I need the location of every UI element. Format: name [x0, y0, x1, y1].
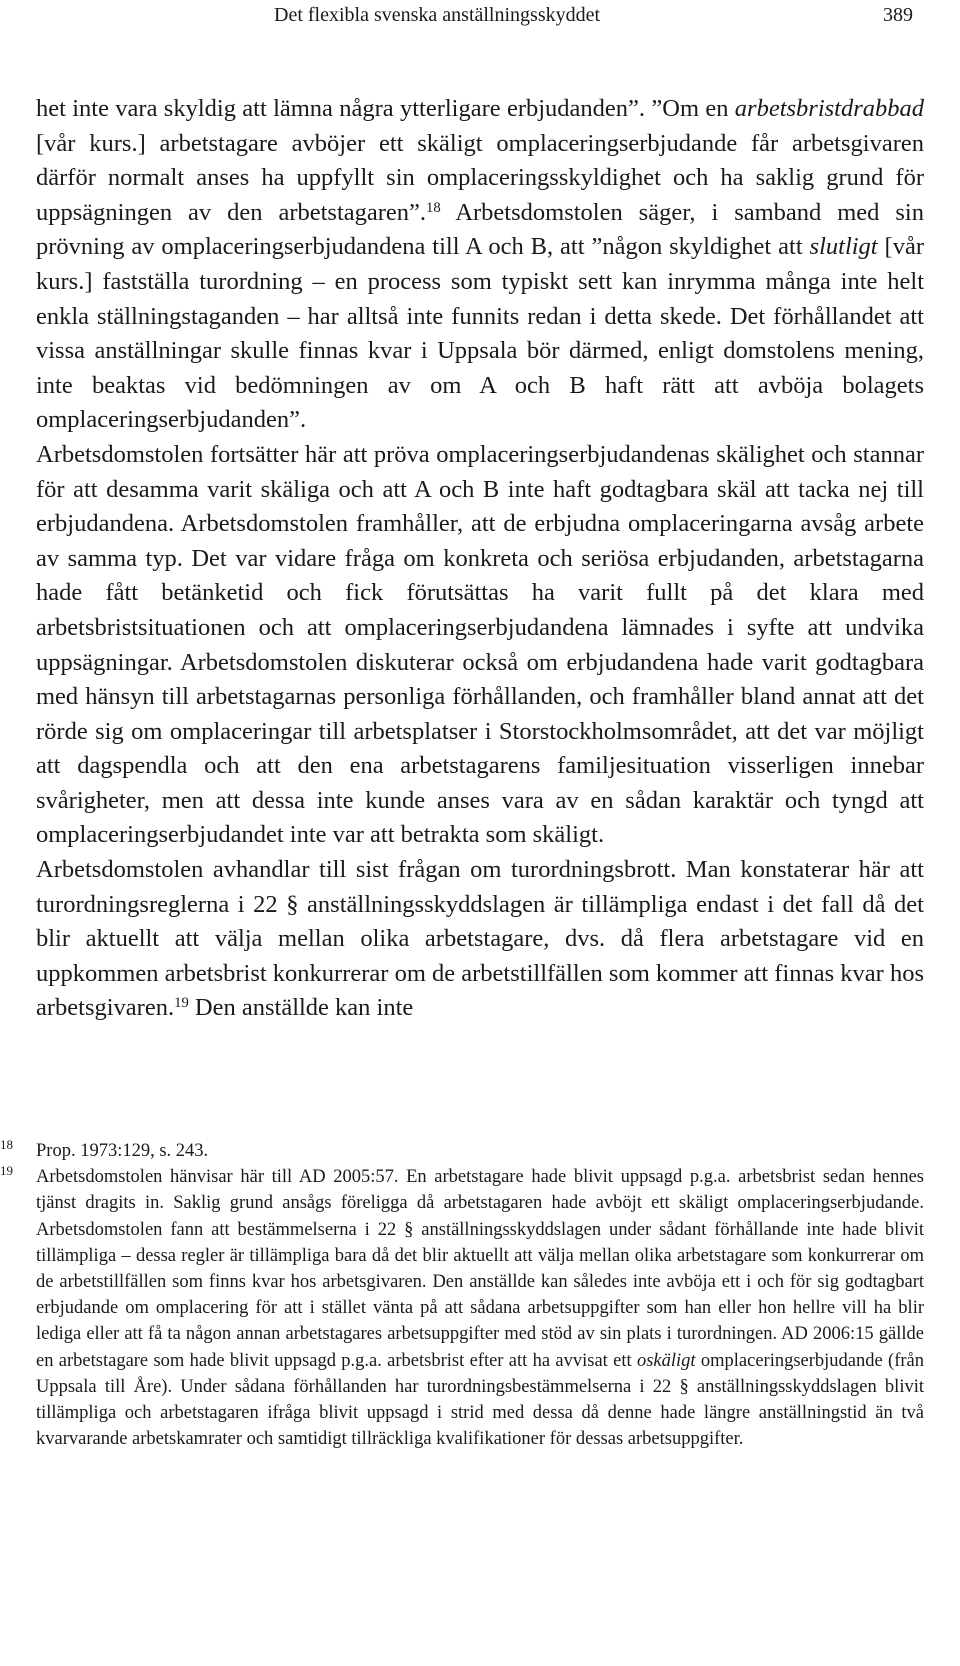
body-text — [36, 92, 924, 1026]
paragraph-2: Arbetsdomstolen fortsätter här att pröva omplaceringserbjudandenas skälighet och stannar för att desamma varit skäliga och att A och B inte haft godtagbara skäl att tacka nej till erbjudandena. Arbetsdomstolen framhåller, att de erbjudna omplaceringarna avsåg arbete av samma typ. Det var vidare fråga om konkreta och seriösa erbjudanden, arbetstagarna hade fått betänketid och fick förutsättas ha varit fullt på det klara med arbetsbristsituationen och att omplaceringserbjudandena lämnades i syfte att undvika uppsägningar. Arbetsdomstolen diskuterar också om erbjudandena hade varit godtagbara med hänsyn till arbetstagarnas personliga förhållanden, och framhåller bland annat att det rörde sig om omplaceringar till arbetsplatser i Storstockholmsområdet, att det var möjligt att dagspendla och att den ena arbetstagarens familjesituation visserligen innebar svårigheter, men att dessa inte kunde anses vara av en sådan karaktär och tyngd att omplaceringserbjudandet inte var att betrakta som skäligt. — [36, 440, 924, 849]
footnote-18 — [0, 1138, 960, 1164]
footnote-19-text-a: Arbetsdomstolen hänvisar här till AD 2005:57. En arbetstagare hade blivit uppsagd p.g.a. arbetsbrist sedan hennes tjänst dragits in. Saklig grund ansågs föreligga då arbetstagaren hade avböjt ett skäligt omplaceringserbjudande. Arbetsdomstolen fann att bestämmelserna i 22 § anställningsskyddslagen under sådant förhållande inte hade blivit tillämpliga – dessa regler är tillämpliga bara då det blir aktuellt att välja mellan olika arbetstagare som konkurrerar om de arbetstillfällen som finns kvar hos arbetsgivaren. Den anställde kan således inte avböja ett i och för sig godtagbart erbjudande om omplacering för att i stället vänta på att sådana arbetsuppgifter som han eller hon hellre vill ha blir lediga eller att få ta någon annan arbetstagares arbetsuppgifter med stöd av sin plats i turordningen. AD 2006:15 gällde en arbetstagare som hade blivit uppsagd p.g.a. arbetsbrist efter att ha avvisat ett — [36, 1167, 924, 1371]
paragraph-1 — [36, 92, 924, 438]
running-title: Det flexibla svenska anställningsskyddet — [274, 4, 601, 26]
paragraph-3-text-b: Den anställde kan inte — [188, 994, 414, 1022]
paragraph-1-text-d: [vår kurs.] fastställa turordning – en process som typiskt sett kan inrymma många inte helt enkla ställningstaganden – har alltså inte funnits redan i detta skede. Det förhållandet att vissa anställningar skulle finnas kvar i Uppsala bör därmed, enligt domstolens mening, inte beaktas vid bedömningen av om A och B haft rätt att avböja bolagets omplaceringserbjudanden”. — [36, 233, 924, 434]
footnotes — [0, 1138, 960, 1452]
paragraph-3-text-a: Arbetsdomstolen avhandlar till sist frågan om turordningsbrott. Man konstaterar här att turordningsreglerna i 22 § anställningsskyddslagen är tillämpliga endast i det fall då det blir aktuellt att välja mellan olika arbetstagare, dvs. då flera arbetstagare vid en uppkommen arbetsbrist konkurrerar om de arbetstillfällen som kommer att finnas kvar hos arbetsgivaren. — [36, 856, 924, 1022]
page-number: 389 — [883, 4, 913, 26]
paragraph-1-text-b: [vår kurs.] arbetstagare avböjer ett skäligt omplaceringserbjudande får arbetsgivaren därför normalt anses ha uppfyllt sin omplaceringsskyldighet och ha saklig grund för uppsägningen av den arbetstagaren”. — [36, 129, 924, 226]
paragraph-1-text-a: het inte vara skyldig att lämna några ytterligare erbjudanden”. ”Om en — [36, 95, 735, 122]
footnote-19-text-b: omplaceringserbjudande (från Uppsala till Åre). Under sådana förhållanden har turordningsbestämmelserna i 22 § anställningsskyddslagen blivit tillämpliga och arbetstagaren ifråga blivit uppsagd i strid med dessa då denne hade längre anställningstid än två kvarvarande arbetskamrater och samtidigt tillräckliga kvalifikationer för dessas arbetsuppgifter. — [36, 1350, 924, 1450]
footnote-text — [36, 1164, 924, 1452]
paragraph-3 — [36, 853, 924, 1026]
footnote-19 — [0, 1164, 960, 1452]
footnote-ref-18[interactable]: 18 — [426, 199, 441, 216]
paragraph-1-text-c: Arbetsdomstolen säger, i samband med sin prövning av omplaceringserbjudandena till A och B, att ”någon skyldighet att — [36, 198, 924, 261]
emphasis-slutligt: slutligt — [809, 233, 878, 261]
emphasis-arbetsbristdrabbad: arbetsbristdrabbad — [734, 95, 924, 122]
footnote-number: 18 — [0, 1137, 13, 1152]
running-header — [0, 4, 960, 34]
footnote-ref-19[interactable]: 19 — [174, 995, 189, 1012]
emphasis-oskaligt: oskäligt — [636, 1350, 696, 1371]
footnote-number: 19 — [0, 1163, 13, 1179]
footnote-text: Prop. 1973:129, s. 243. — [36, 1141, 209, 1161]
